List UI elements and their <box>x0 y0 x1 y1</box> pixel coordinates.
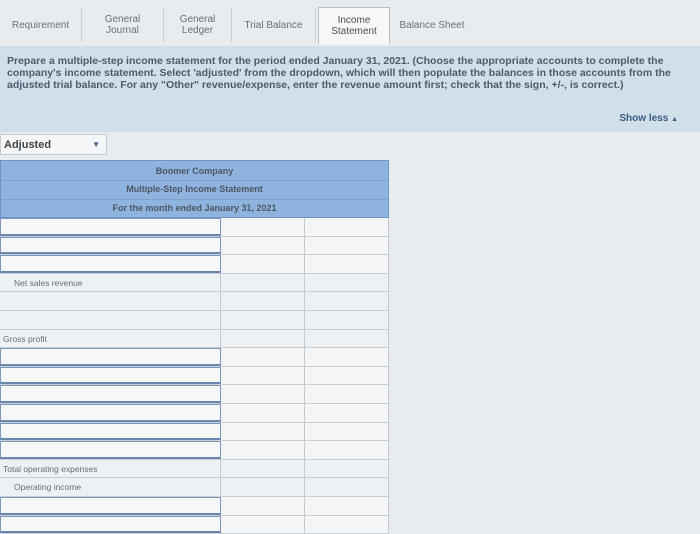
row-label: Net sales revenue <box>14 278 83 288</box>
account-select[interactable] <box>0 348 221 366</box>
statement-row <box>0 404 389 423</box>
statement-row <box>0 274 389 293</box>
amount-input[interactable] <box>221 311 305 329</box>
tab-label: Balance Sheet <box>399 20 464 31</box>
total-input[interactable] <box>305 516 389 534</box>
total-input[interactable] <box>305 255 389 273</box>
show-less-link[interactable] <box>619 113 678 124</box>
statement-row <box>0 255 389 274</box>
tab-requirement[interactable] <box>0 8 82 42</box>
total-input[interactable] <box>305 348 389 366</box>
total-input[interactable] <box>305 218 389 236</box>
total-input[interactable] <box>305 292 389 310</box>
account-select[interactable] <box>0 255 221 273</box>
adjusted-dropdown[interactable] <box>0 134 107 155</box>
statement-period: For the month ended January 31, 2021 <box>1 200 388 217</box>
account-label-cell <box>0 292 221 310</box>
amount-input[interactable] <box>221 516 305 534</box>
amount-input[interactable] <box>221 441 305 459</box>
amount-input[interactable] <box>221 237 305 255</box>
statement-row <box>0 478 389 497</box>
statement-row <box>0 348 389 367</box>
total-input[interactable] <box>305 404 389 422</box>
instructions-text: Prepare a multiple-step income statement for the period ended January 31, 2021. (Choose the appropriate accounts to complete the company's income statement. Select 'adjusted' from the dropdown, which will then populate the balances in those accounts from the adjusted trial balance. For any "Other" revenue/expense, enter the revenue amount first; check that the sign, +/-, is correct.) <box>7 55 691 91</box>
amount-input[interactable] <box>221 460 305 478</box>
row-label: Total operating expenses <box>3 464 98 474</box>
statement-title: Multiple-Step Income Statement <box>1 181 388 200</box>
amount-input[interactable] <box>221 348 305 366</box>
account-select[interactable] <box>0 385 221 403</box>
total-input[interactable] <box>305 274 389 292</box>
statement-header <box>0 160 389 218</box>
account-label-cell <box>0 478 221 496</box>
triangle-up-icon: ▲ <box>671 116 678 123</box>
total-input[interactable] <box>305 237 389 255</box>
amount-input[interactable] <box>221 274 305 292</box>
row-label: Operating income <box>14 482 81 492</box>
statement-row <box>0 292 389 311</box>
account-select[interactable] <box>0 237 221 255</box>
total-input[interactable] <box>305 460 389 478</box>
total-input[interactable] <box>305 385 389 403</box>
statement-row <box>0 218 389 237</box>
total-input[interactable] <box>305 497 389 515</box>
account-select[interactable] <box>0 516 221 534</box>
total-input[interactable] <box>305 423 389 441</box>
statement-rows <box>0 218 389 534</box>
tab-trial-balance[interactable] <box>232 8 316 42</box>
account-label-cell <box>0 330 221 348</box>
statement-row <box>0 516 389 534</box>
tab-balance-sheet[interactable] <box>390 8 474 42</box>
dropdown-value: Adjusted <box>4 139 51 151</box>
company-name: Boomer Company <box>1 163 388 181</box>
account-label-cell <box>0 460 221 478</box>
tab-label: General Ledger <box>175 14 221 36</box>
tab-label: General Journal <box>100 14 146 36</box>
account-select[interactable] <box>0 218 221 236</box>
statement-row <box>0 385 389 404</box>
amount-input[interactable] <box>221 255 305 273</box>
statement-row <box>0 423 389 442</box>
amount-input[interactable] <box>221 497 305 515</box>
amount-input[interactable] <box>221 478 305 496</box>
statement-row <box>0 497 389 516</box>
account-label-cell <box>0 311 221 329</box>
total-input[interactable] <box>305 441 389 459</box>
account-select[interactable] <box>0 441 221 459</box>
tab-label: Requirement <box>12 20 69 31</box>
tab-label: Trial Balance <box>245 20 303 31</box>
account-select[interactable] <box>0 497 221 515</box>
amount-input[interactable] <box>221 218 305 236</box>
amount-input[interactable] <box>221 385 305 403</box>
amount-input[interactable] <box>221 423 305 441</box>
account-select[interactable] <box>0 367 221 385</box>
amount-input[interactable] <box>221 367 305 385</box>
chevron-down-icon: ▼ <box>92 140 100 149</box>
show-less-label: Show less <box>619 113 668 124</box>
total-input[interactable] <box>305 367 389 385</box>
instructions-panel <box>0 46 700 132</box>
tab-general-ledger[interactable] <box>164 8 232 42</box>
account-label-cell <box>0 274 221 292</box>
total-input[interactable] <box>305 330 389 348</box>
tab-general-journal[interactable] <box>82 8 164 42</box>
statement-row <box>0 460 389 479</box>
amount-input[interactable] <box>221 292 305 310</box>
amount-input[interactable] <box>221 330 305 348</box>
total-input[interactable] <box>305 311 389 329</box>
row-label: Gross profit <box>3 334 47 344</box>
statement-row <box>0 330 389 349</box>
amount-input[interactable] <box>221 404 305 422</box>
total-input[interactable] <box>305 478 389 496</box>
tab-bar <box>0 0 700 48</box>
tab-income-statement[interactable] <box>318 7 390 44</box>
statement-row <box>0 237 389 256</box>
statement-row <box>0 311 389 330</box>
tab-label: Income Statement <box>327 15 381 37</box>
statement-row <box>0 441 389 460</box>
account-select[interactable] <box>0 404 221 422</box>
account-select[interactable] <box>0 423 221 441</box>
statement-row <box>0 367 389 386</box>
income-statement-form <box>0 160 389 534</box>
